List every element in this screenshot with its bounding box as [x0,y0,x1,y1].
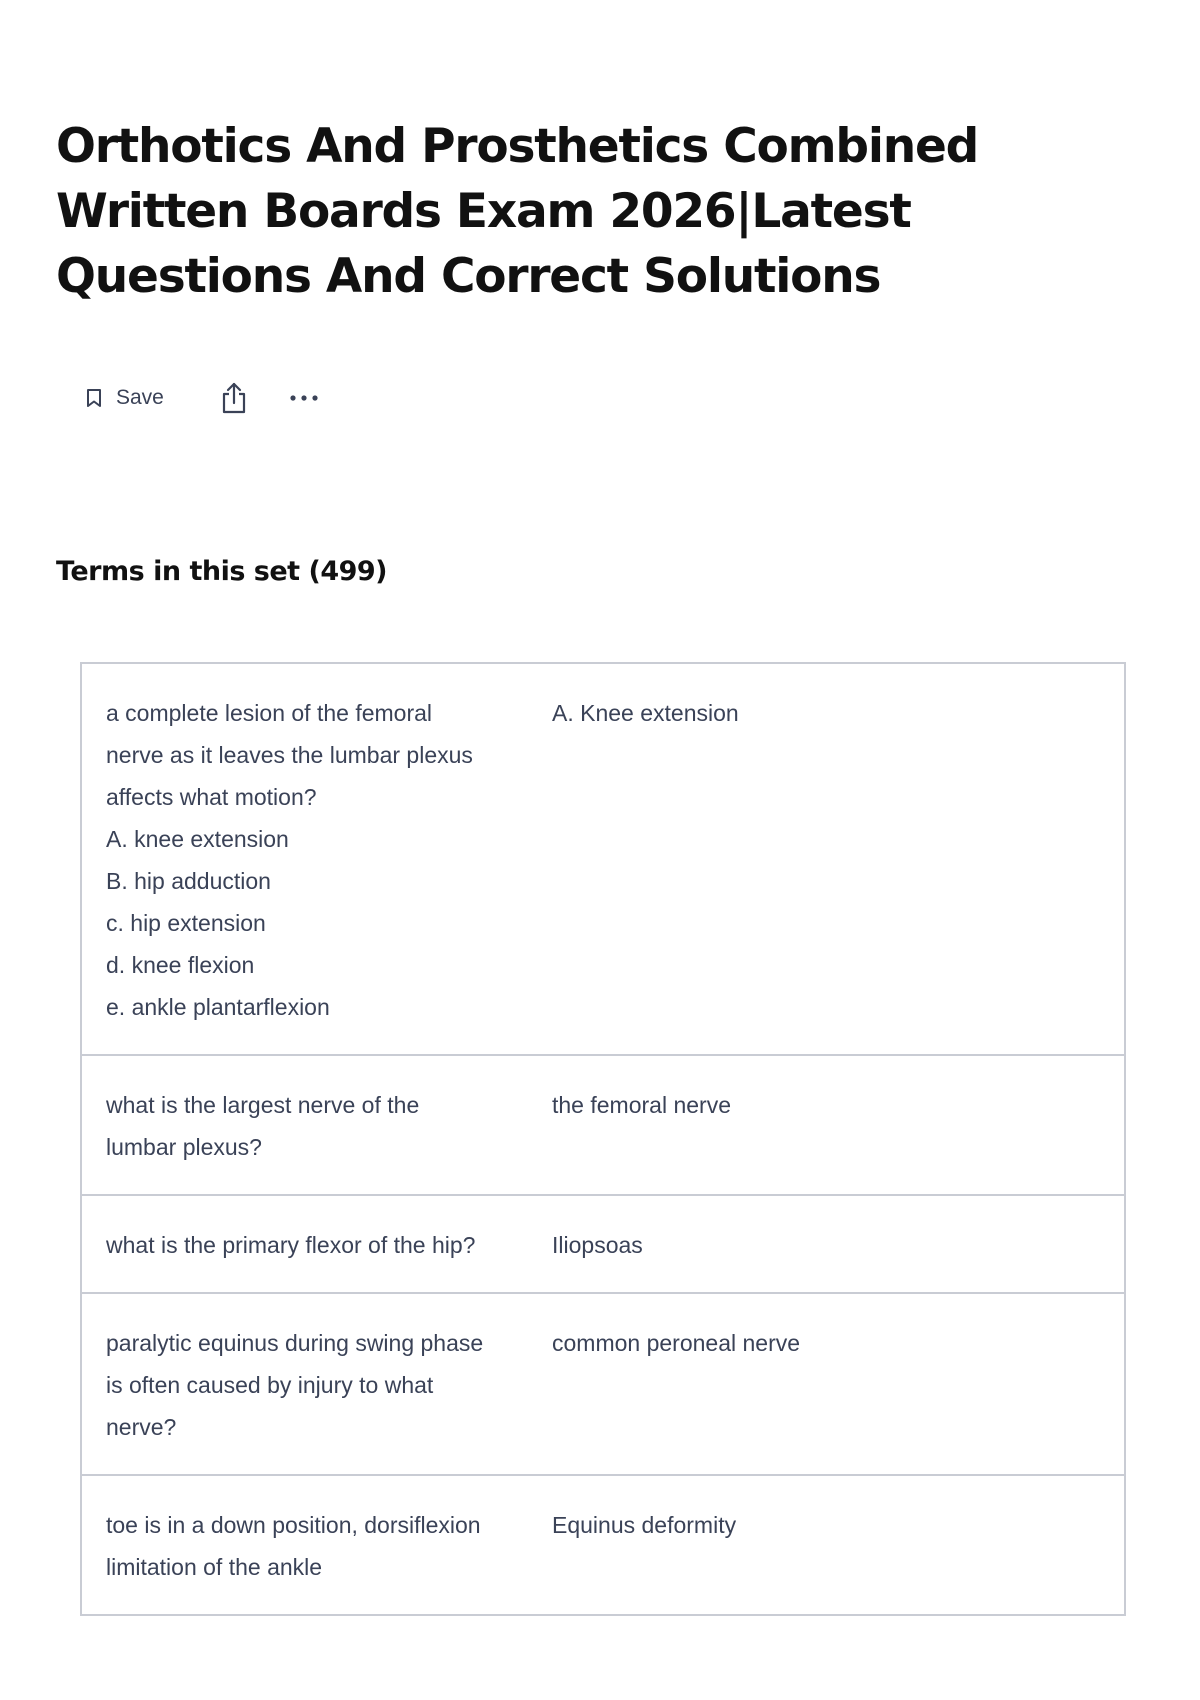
action-bar [74,376,326,420]
terms-list [80,662,1126,1616]
share-icon [220,381,248,415]
more-options-button[interactable] [282,376,326,420]
term-text: a complete lesion of the femoral nerve as it leaves the lumbar plexus affects what motion? A. knee extension B. hip adduction c. hip extension d. knee flexion e. ankle plantarflexion [106,700,473,1020]
save-button[interactable] [74,378,176,418]
term-row [80,662,1126,1056]
more-options-icon [289,394,319,402]
term-row [80,1474,1126,1616]
bookmark-icon [86,388,102,408]
term-row [80,1292,1126,1476]
terms-heading: Terms in this set (499) [56,556,388,587]
term-text: toe is in a down position, dorsiflexion limitation of the ankle [106,1512,481,1580]
term-row [80,1054,1126,1196]
term-row [80,1194,1126,1294]
share-button[interactable] [212,376,256,420]
definition-text: Equinus deformity [552,1512,737,1538]
term-text: what is the primary flexor of the hip? [106,1232,476,1258]
definition-text: common peroneal nerve [552,1330,801,1356]
term-text: paralytic equinus during swing phase is often caused by injury to what nerve? [106,1330,484,1440]
definition-text: Iliopsoas [552,1232,643,1258]
term-text: what is the largest nerve of the lumbar plexus? [106,1092,420,1160]
page-title: Orthotics And Prosthetics Combined Written Boards Exam 2026|Latest Questions And Correct Solutions [56,119,979,304]
save-label: Save [116,386,164,409]
definition-text: the femoral nerve [552,1092,731,1118]
definition-text: A. Knee extension [552,700,739,726]
